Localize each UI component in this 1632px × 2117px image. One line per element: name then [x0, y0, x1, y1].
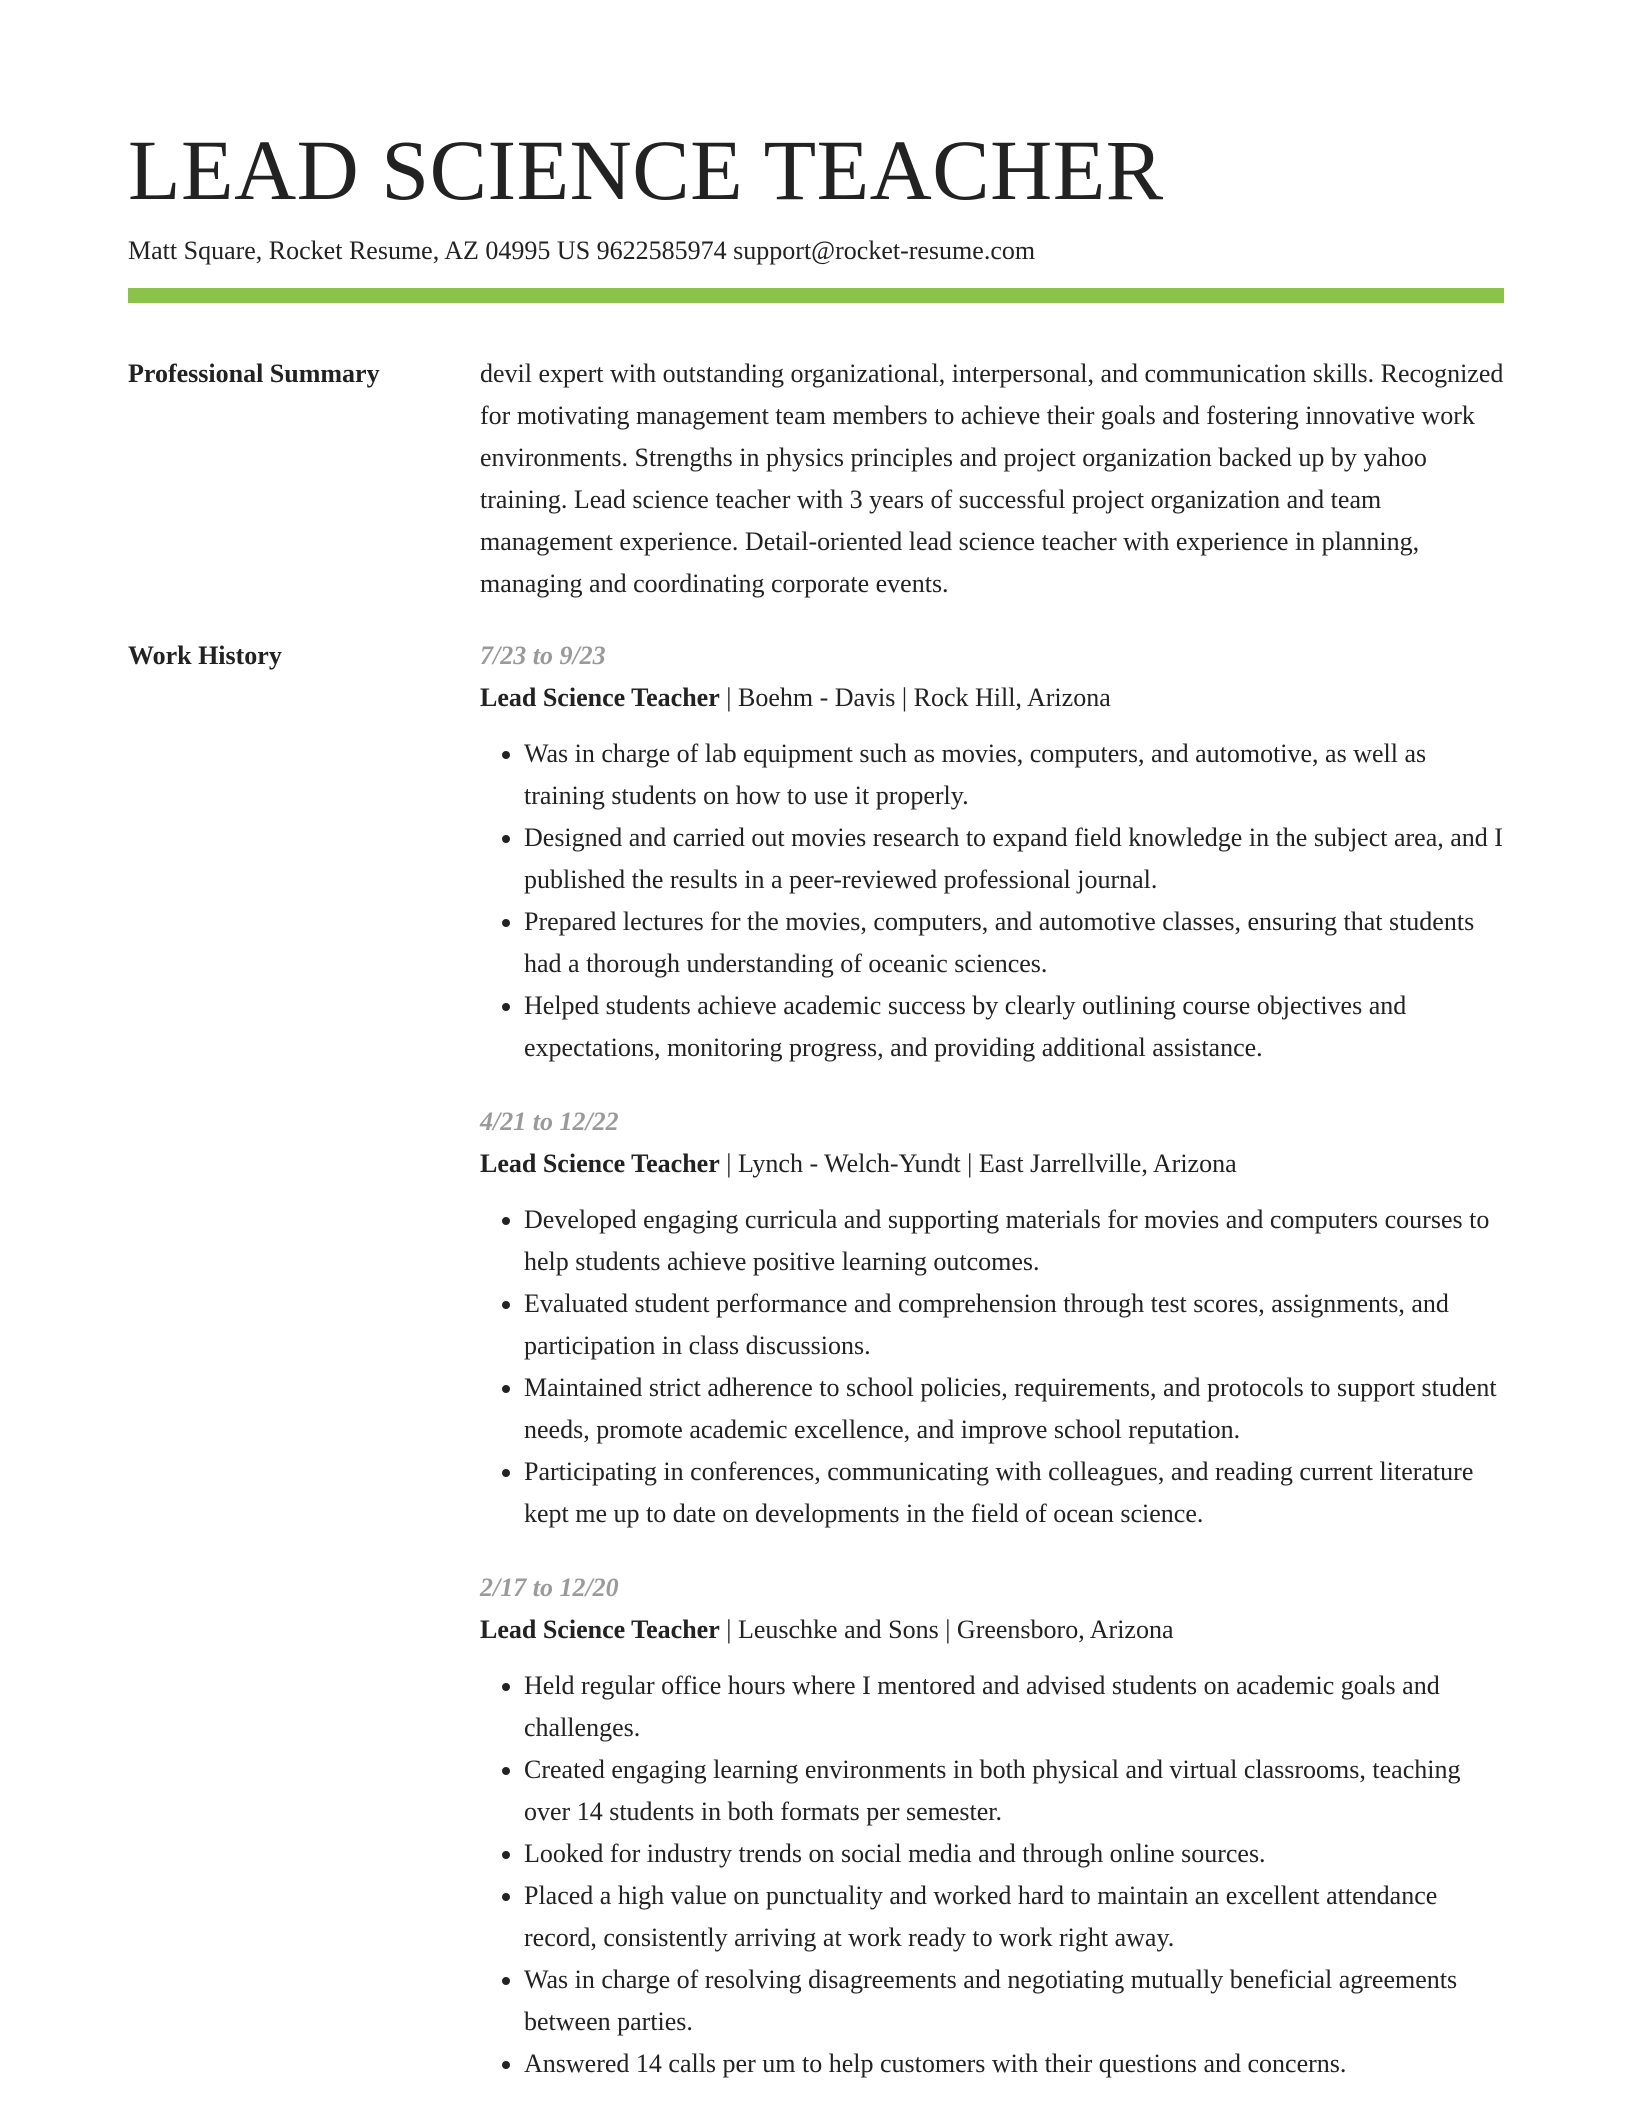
job-title: Lead Science Teacher [480, 683, 720, 712]
job-details: | Lynch - Welch-Yundt | East Jarrellville, Arizona [719, 1149, 1237, 1178]
professional-summary-section [128, 353, 1504, 605]
job-title-line [480, 1143, 1504, 1185]
list-item: • Created engaging learning environments in both physical and virtual classrooms, teaching over 14 students in both formats per semester. [524, 1749, 1504, 1833]
job-entry [480, 1567, 1504, 2085]
list-item: • Was in charge of lab equipment such as movies, computers, and automotive, as well as training students on how to use it properly. [524, 733, 1504, 817]
job-details: | Boehm - Davis | Rock Hill, Arizona [719, 683, 1111, 712]
list-item: • Placed a high value on punctuality and worked hard to maintain an excellent attendance record, consistently arriving at work ready to work right away. [524, 1875, 1504, 1959]
list-item: • Developed engaging curricula and supporting materials for movies and computers courses to help students achieve positive learning outcomes. [524, 1199, 1504, 1283]
job-entry [480, 1101, 1504, 1535]
resume-page [128, 0, 1504, 2117]
job-details: | Leuschke and Sons | Greensboro, Arizona [719, 1615, 1174, 1644]
job-title-line [480, 1609, 1504, 1651]
job-dates: 2/17 to 12/20 [480, 1573, 619, 1602]
resume-name: LEAD SCIENCE TEACHER [128, 122, 1164, 218]
work-history-section [128, 635, 1504, 2117]
list-item: • Designed and carried out movies research to expand field knowledge in the subject area, and I published the results in a peer-reviewed professional journal. [524, 817, 1504, 901]
section-heading: Work History [128, 641, 282, 670]
work-history-list [480, 635, 1504, 2117]
contact-info: Matt Square, Rocket Resume, AZ 04995 US 9622585974 support@rocket-resume.com [128, 236, 1036, 265]
list-item: • Participating in conferences, communicating with colleagues, and reading current literature kept me up to date on developments in the field of ocean science. [524, 1451, 1504, 1535]
summary-text: devil expert with outstanding organizational, interpersonal, and communication skills. Recognized for motivating management team members to achieve their goals and fostering innovative work environments. Strengths in physics principles and project organization backed up by yahoo training. Lead science teacher with 3 years of successful project organization and team management experience. Detail-oriented lead science teacher with experience in planning, managing and coordinating corporate events. [480, 359, 1504, 598]
list-item: • Helped students achieve academic success by clearly outlining course objectives and expectations, monitoring progress, and providing additional assistance. [524, 985, 1504, 1069]
list-item: • Held regular office hours where I mentored and advised students on academic goals and challenges. [524, 1665, 1504, 1749]
job-bullets [480, 1665, 1504, 2085]
job-bullets [480, 1199, 1504, 1535]
section-heading: Professional Summary [128, 359, 380, 388]
job-title: Lead Science Teacher [480, 1149, 720, 1178]
list-item: • Answered 14 calls per um to help customers with their questions and concerns. [524, 2043, 1504, 2085]
job-entry [480, 635, 1504, 1069]
job-title-line [480, 677, 1504, 719]
header-divider [128, 288, 1504, 303]
list-item: • Was in charge of resolving disagreements and negotiating mutually beneficial agreements between parties. [524, 1959, 1504, 2043]
list-item: • Prepared lectures for the movies, computers, and automotive classes, ensuring that students had a thorough understanding of oceanic sciences. [524, 901, 1504, 985]
list-item: • Maintained strict adherence to school policies, requirements, and protocols to support student needs, promote academic excellence, and improve school reputation. [524, 1367, 1504, 1451]
list-item: • Looked for industry trends on social media and through online sources. [524, 1833, 1504, 1875]
job-bullets [480, 733, 1504, 1069]
job-dates: 4/21 to 12/22 [480, 1107, 619, 1136]
job-title: Lead Science Teacher [480, 1615, 720, 1644]
list-item: • Evaluated student performance and comprehension through test scores, assignments, and participation in class discussions. [524, 1283, 1504, 1367]
job-dates: 7/23 to 9/23 [480, 641, 606, 670]
